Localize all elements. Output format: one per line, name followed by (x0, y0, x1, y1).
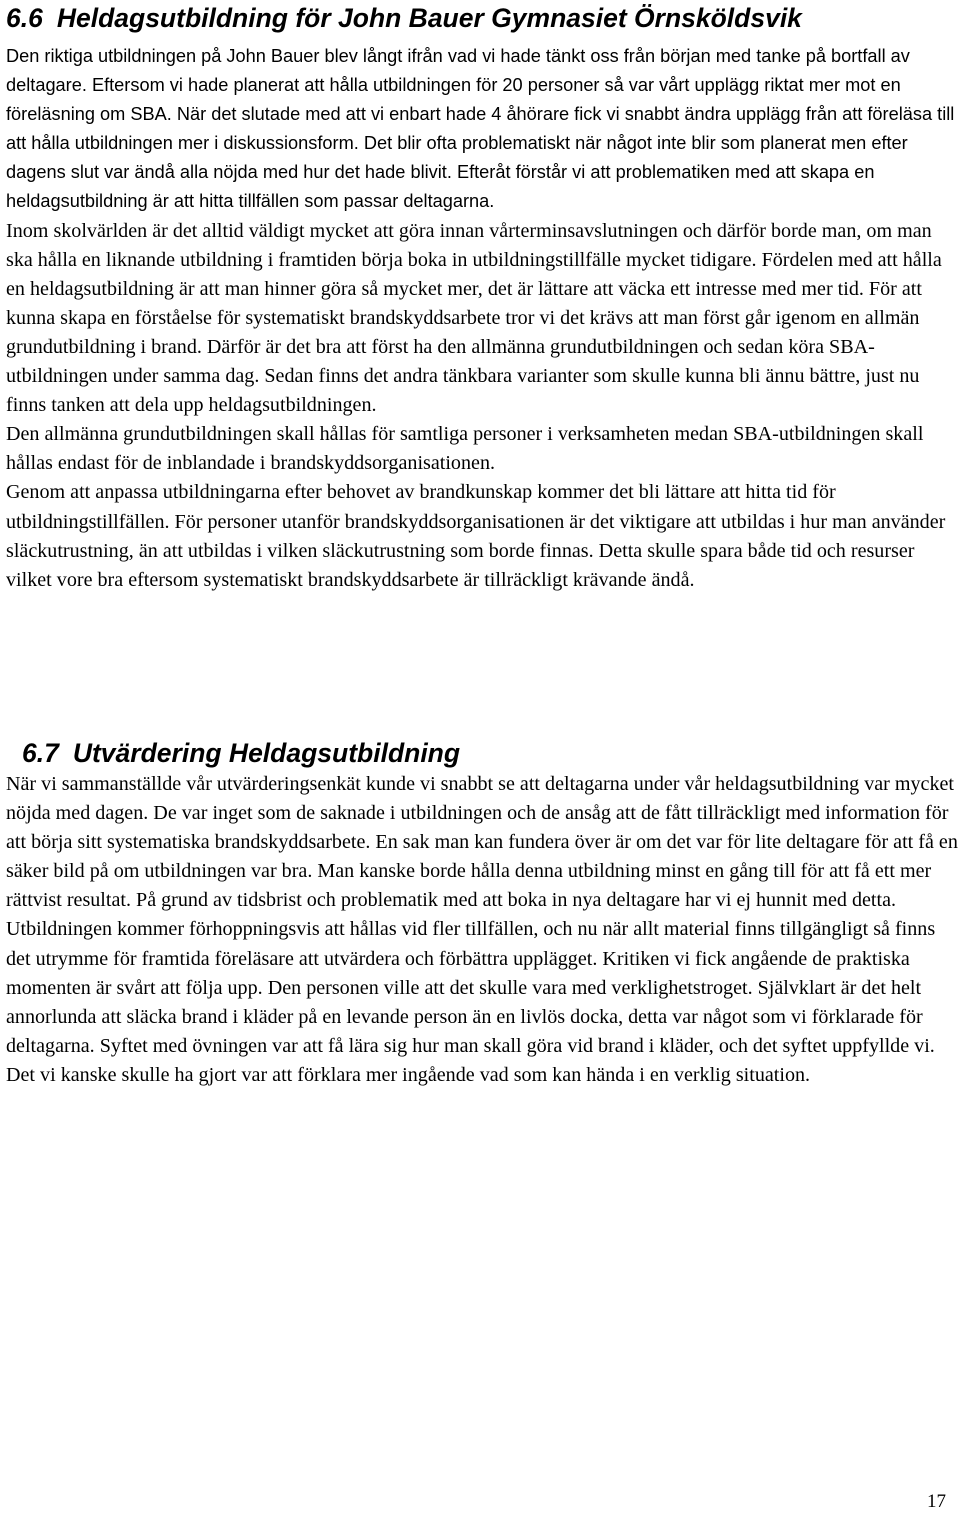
section-6-6-paragraph-2: Den allmänna grundutbildningen skall hållas för samtliga personer i verksamheten medan SBA-utbildningen skall hållas endast för de inblandade i brandskyddsorganisationen. (6, 423, 924, 475)
section-6-7-paragraph-1: När vi sammanställde vår utvärderingsenkät kunde vi snabbt se att deltagarna under vår heldagsutbildning var mycket nöjda med dagen. De var inget som de saknade i utbildningen och de ansåg att de fått tillräckligt med information för att börja sitt systematiska brandskyddsarbete. En sak man kan fundera över är om det var för lite deltagare för att få en säker bild på om utbildningen var bra. Man kanske borde hålla denna utbildning minst en gång till för att få ett mer rättvist resultat. På grund av tidsbrist och problematik med att boka in nya deltagare har vi ej hunnit med detta. Utbildningen kommer förhoppningsvis att hållas vid fler tillfällen, och nu när allt material finns tillgängligt så finns det utrymme för framtida föreläsare att utvärdera och förbättra upplägget. Kritiken vi fick angående de praktiska momenten är svårt att följa upp. Den personen ville att det skulle vara med verklighetstroget. Självklart är det helt annorlunda att släcka brand i kläder på en levande person än en livlös docka, detta var något som vi förklarade för deltagarna. Syftet med övningen var att få lära sig hur man skall göra vid brand i kläder, och det syftet uppfyllde vi. (6, 773, 958, 1057)
section-6-6-paragraph-3: Genom att anpassa utbildningarna efter behovet av brandkunskap kommer det bli lättare att hitta tid för utbildningstillfällen. För personer utanför brandskyddsorganisationen är det viktigare att utbildas i hur man använder släckutrustning, än att utbildas i vilken släckutrustning som borde finnas. Detta skulle spara både tid och resurser vilket vore bra eftersom systematiskt brandskyddsarbete är tillräckligt krävande ändå. (6, 481, 946, 591)
page-number: 17 (927, 1491, 946, 1512)
section-6-7-heading (22, 736, 460, 770)
section-6-6-paragraph-1: Inom skolvärlden är det alltid väldigt mycket att göra innan vårterminsavslutningen och därför borde man, om man ska hålla en liknande utbildning i framtiden börja boka in utbildningstillfälle mycket tidigare. Fördelen med att hålla en heldagsutbildning är att man hinner göra så mycket mer, det är lättare att väcka ett intresse med mer tid. För att kunna skapa en förståelse för systematiskt brandskyddsarbete tror vi det krävs att man först går igenom en allmän grundutbildning i brand. Därför är det bra att först ha den allmänna grundutbildningen och sedan köra SBA-utbildningen under samma dag. Sedan finns det andra tänkbara varianter som skulle kunna bli ännu bättre, just nu finns tanken att dela upp heldagsutbildningen. (6, 219, 942, 417)
section-6-7-number: 6.7 (22, 738, 59, 768)
section-6-6-paragraph-sans: Den riktiga utbildningen på John Bauer blev långt ifrån vad vi hade tänkt oss från början med tanke på bortfall av deltagare. Eftersom vi hade planerat att hålla utbildningen för 20 personer så var vårt upplägg riktat mer mot en föreläsning om SBA. När det slutade med att vi enbart hade 4 åhörare fick vi snabbt ändra upplägg från att föreläsa till att hålla utbildningen mer i diskussionsform. Det blir ofta problematiskt när något inte blir som planerat men efter dagens slut var ändå alla nöjda med hur det hade blivit. Efteråt förstår vi att problematiken med att skapa en heldagsutbildning är att hitta tillfällen som passar deltagarna. (6, 46, 955, 212)
section-6-7-paragraph-2: Det vi kanske skulle ha gjort var att förklara mer ingående vad som kan hända i en verklig situation. (6, 1063, 811, 1086)
section-6-6-number: 6.6 (6, 3, 43, 33)
section-6-7-title: Utvärdering Heldagsutbildning (72, 738, 461, 768)
section-6-7-body (6, 770, 958, 1090)
section-6-6-body (6, 42, 958, 595)
section-6-6-title: Heldagsutbildning för John Bauer Gymnasiet Örnsköldsvik (56, 3, 802, 33)
section-6-6-heading (6, 1, 802, 35)
